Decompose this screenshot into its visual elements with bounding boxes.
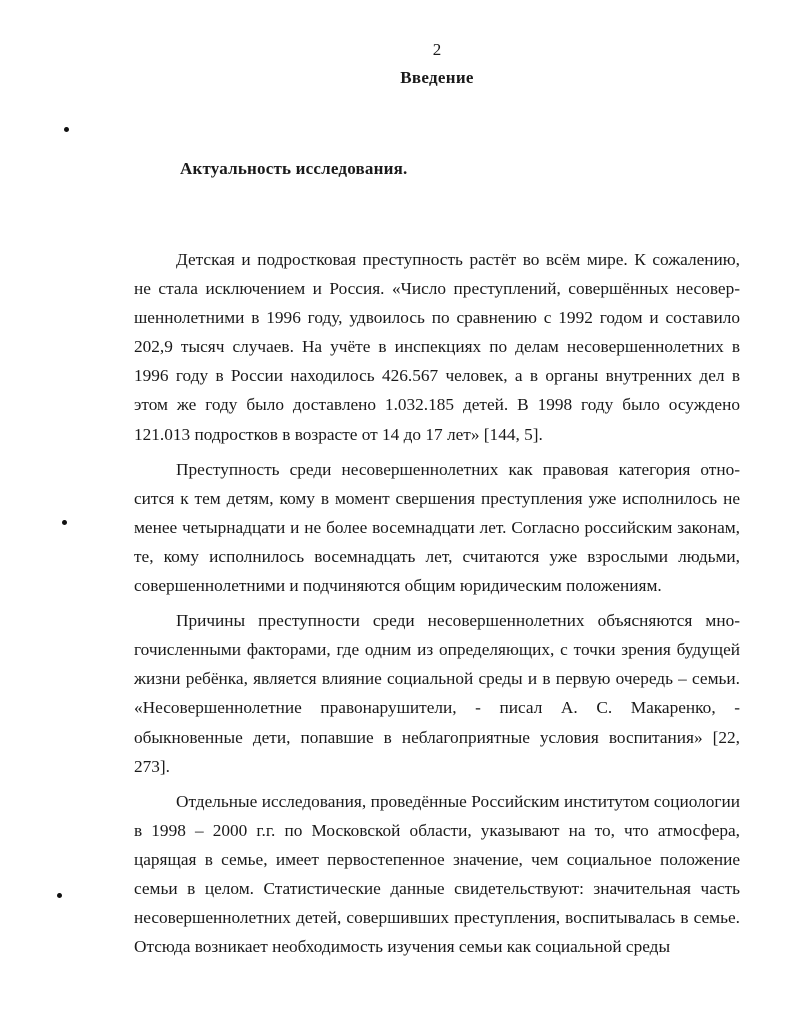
paragraph: Преступность среди несовершеннолетних как правовая категория относится к тем детям, кому в момент свершения преступления уже исполнилось не менее четырнадцати и не более восемнадцати лет. Согласно российским законам, те, кому исполнилось восемнадцать лет, считаются уже взрослыми людьми, совершеннолетними и подчиняются общим юридическим положениям. bbox=[134, 459, 740, 596]
paragraph: Детская и подростковая преступность растёт во всём мире. К сожалению, не стала исключением и Россия. «Число преступлений, совершённых несовершеннолетними в 1996 году, удвоилось по сравнению с 1992 годом и составило 202,9 тысяч случаев. На учёте в инспекциях по делам несовершеннолетних в 1996 году в России находилось 426.567 человек, а в органы внутренних дел в этом же году было доставлено 1.032.185 детей. В 1998 году было осуждено 121.013 подростков в возрасте от 14 до 17 лет» [144, 5]. bbox=[134, 250, 740, 444]
paragraph: Причины преступности среди несовершеннолетних объясняются многочисленными факторами, где одним из определяющих, с точки зрения будущей жизни ребёнка, является влияние социальной среды и в первую очередь – семьи. «Несовершеннолетние правонарушители, - писал А. С. Макаренко, - обыкновенные дети, попавшие в неблагоприятные условия воспитания» [22, 273]. bbox=[134, 611, 740, 776]
page-number: 2 bbox=[432, 40, 442, 59]
scan-artifact-dot bbox=[64, 127, 69, 132]
paragraph: Отдельные исследования, проведённые Российским институтом социологии в 1998 – 2000 г.г. по Московской области, указывают на то, что атмосфера, царящая в семье, имеет первостепенное значение, чем социальное положение семьи в целом. Статистические данные свидетельствуют: значительная часть несовершеннолетних детей, совершивших преступления, воспитывалась в семье. Отсюда возникает необходимость изучения семьи как социальной среды bbox=[134, 791, 740, 957]
body-text bbox=[134, 245, 740, 967]
scan-artifact-dot bbox=[57, 893, 62, 898]
scan-artifact-dot bbox=[62, 520, 67, 525]
page-heading: Введение bbox=[400, 68, 474, 87]
section-heading: Актуальность исследования. bbox=[180, 159, 408, 178]
